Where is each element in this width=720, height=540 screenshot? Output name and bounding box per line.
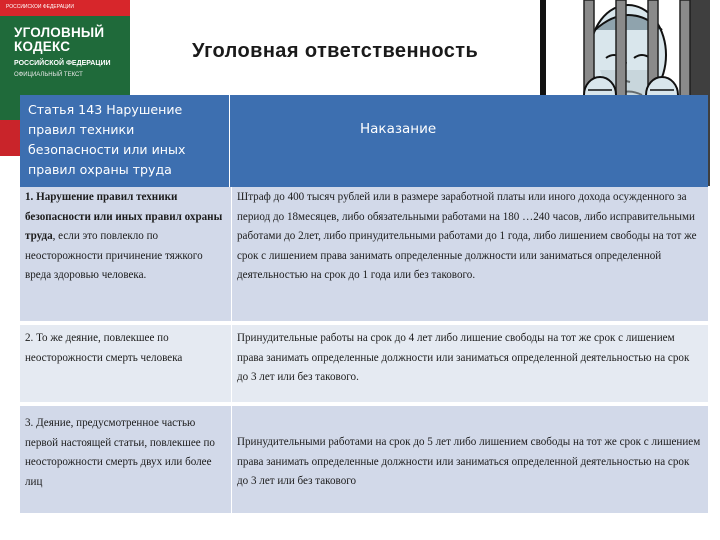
row-1-penalty-cell: [232, 187, 708, 321]
header-article-text: Статья 143 Нарушение правил техники безопасности или иных правил охраны труда: [28, 102, 186, 177]
row-2-penalty-text: Принудительные работы на срок до 4 лет либо лишение свободы на тот же срок с лишением права занимать определенные должности или заниматься определенной деятельностью на срок до 3 лет или без такового.: [237, 332, 690, 383]
book-title: [14, 26, 122, 54]
row-1-violation-rest: , если это повлекло по неосторожности причинение тяжкого вреда здоровью человека.: [25, 230, 203, 281]
page-title: Уголовная ответственность: [192, 40, 479, 62]
row-3-violation-cell: [20, 406, 232, 513]
book-title-line2: КОДЕКС: [14, 39, 71, 54]
row-1-violation-text: [25, 188, 230, 286]
row-3-violation-text: 3. Деяние, предусмотренное частью первой настоящей статьи, повлекшее по неосторожности смерть двух или более лиц: [25, 417, 215, 488]
table-row: [20, 406, 708, 513]
table-row: [20, 325, 708, 404]
header-cell-article: [20, 95, 230, 187]
table-header: [20, 95, 708, 187]
row-3-penalty-text: Принудительными работами на срок до 5 лет либо лишением свободы на тот же срок с лишением права занимать определенные должности или заниматься определенной деятельностью на срок до 3 лет или без такового: [237, 436, 701, 487]
row-2-violation-text: 2. То же деяние, повлекшее по неосторожности смерть человека: [25, 332, 183, 364]
book-title-line1: УГОЛОВНЫЙ: [14, 25, 105, 40]
row-1-violation-cell: [20, 187, 232, 321]
row-2-penalty-cell: [232, 325, 708, 402]
book-edition: ОФИЦИАЛЬНЫЙ ТЕКСТ: [14, 72, 83, 78]
row-1-violation-bold: 1. Нарушение правил техники безопасности или иных правил охраны труда: [25, 191, 223, 242]
header-penalty-text: Наказание: [360, 121, 437, 137]
row-3-penalty-cell: [232, 406, 708, 513]
row-2-violation-cell: [20, 325, 232, 402]
row-1-penalty-text: Штраф до 400 тысяч рублей или в размере заработной платы или иного дохода осужденного за период до 18месяцев, либо обязательными работами на 180 …240 часов, либо исправительными работами до 2лет, либо принудительными работами до 1 года, либо лишением свободы на тот же срок с лишением права занимать определенные должности или заниматься определенной деятельностью на срок до 1 года или без такового.: [237, 191, 697, 281]
book-header-line: РОССИЙСКОЙ ФЕДЕРАЦИИ: [6, 4, 74, 10]
table-row: [20, 187, 708, 323]
book-subtitle: РОССИЙСКОЙ ФЕДЕРАЦИИ: [14, 60, 111, 67]
